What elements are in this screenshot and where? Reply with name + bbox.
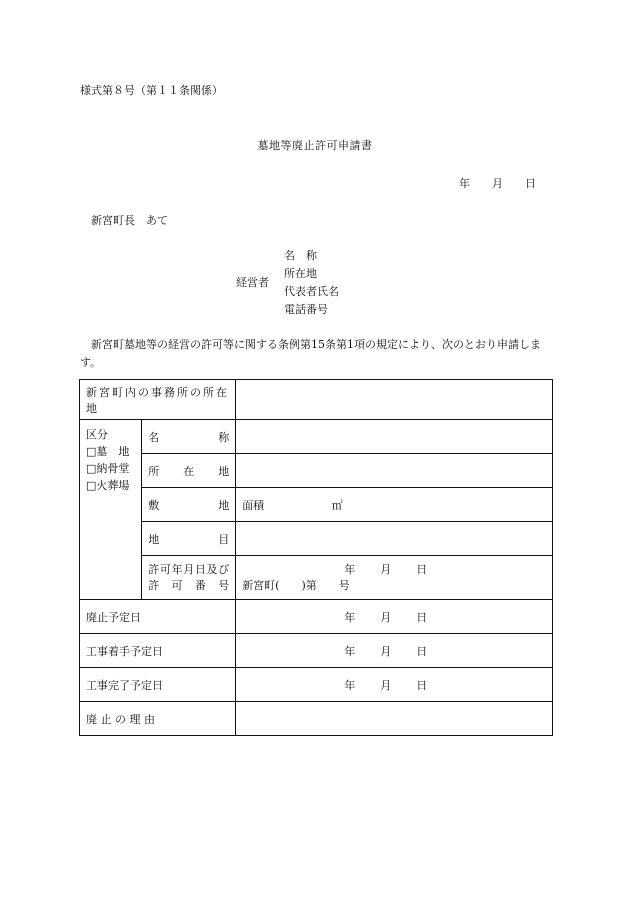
location-value[interactable] [236,454,553,488]
operator-name-label: 名 称 [284,249,317,262]
land-category-value[interactable] [236,522,553,556]
application-table [79,379,553,736]
table-row [80,668,553,702]
date-line [459,175,536,191]
table-row [80,522,553,556]
abolish-date-value[interactable]: 年 月 日 [236,600,553,634]
start-date-label: 工事着手予定日 [80,634,236,668]
request-paragraph: 新宮町墓地等の経営の許可等に関する条例第15条第1項の規定により、次のとおり申請します。 [80,338,541,369]
form-number: 様式第８号（第１１条関係） [80,84,223,97]
table-row [80,454,553,488]
kubun-option-ossuary[interactable]: □納骨堂 [86,462,130,475]
table-row [80,600,553,634]
name-value[interactable] [236,420,553,454]
kubun-cell [80,420,142,600]
office-location-label: 新宮町内の事務所の所在地 [80,380,236,420]
kubun-option-crematorium[interactable]: □火葬場 [86,479,130,492]
table-row [80,420,553,454]
table-row [80,556,553,600]
operator-phone-label: 電話番号 [284,303,328,316]
location-label: 所 在 地 [142,454,236,488]
date-day: 日 [525,177,536,190]
date-month: 月 [492,177,503,190]
reason-value[interactable] [236,702,553,736]
end-date-label: 工事完了予定日 [80,668,236,702]
site-area-value[interactable] [236,488,553,522]
start-date-value[interactable]: 年 月 日 [236,634,553,668]
kubun-label: 区分 [86,428,108,441]
operator-representative-label: 代表者氏名 [284,285,339,298]
permit-number: 新宮町( )第 号 [242,578,350,592]
land-category-label: 地 目 [142,522,236,556]
document-title: 墓地等廃止許可申請書 [257,139,373,152]
addressee: 新宮町長 あて [91,214,168,227]
permit-date: 年 月 日 [344,562,428,576]
table-row [80,634,553,668]
table-row [80,488,553,522]
area-unit: ㎡ [331,498,343,512]
area-label: 面積 [242,498,265,512]
table-row [80,380,553,420]
site-label: 敷 地 [142,488,236,522]
reason-label: 廃 止 の 理 由 [80,702,236,736]
kubun-option-cemetery[interactable]: □墓 地 [86,445,130,458]
office-location-value[interactable] [236,380,553,420]
permit-date-number-label: 許 可 年 月 日 及 び 許 可 番 号 [142,556,236,600]
date-year: 年 [459,177,470,190]
permit-date-number-value[interactable] [236,556,553,600]
abolish-date-label: 廃止予定日 [80,600,236,634]
operator-address-label: 所在地 [284,267,317,280]
name-label: 名 称 [142,420,236,454]
operator-label: 経営者 [236,276,269,289]
end-date-value[interactable]: 年 月 日 [236,668,553,702]
table-row [80,702,553,736]
